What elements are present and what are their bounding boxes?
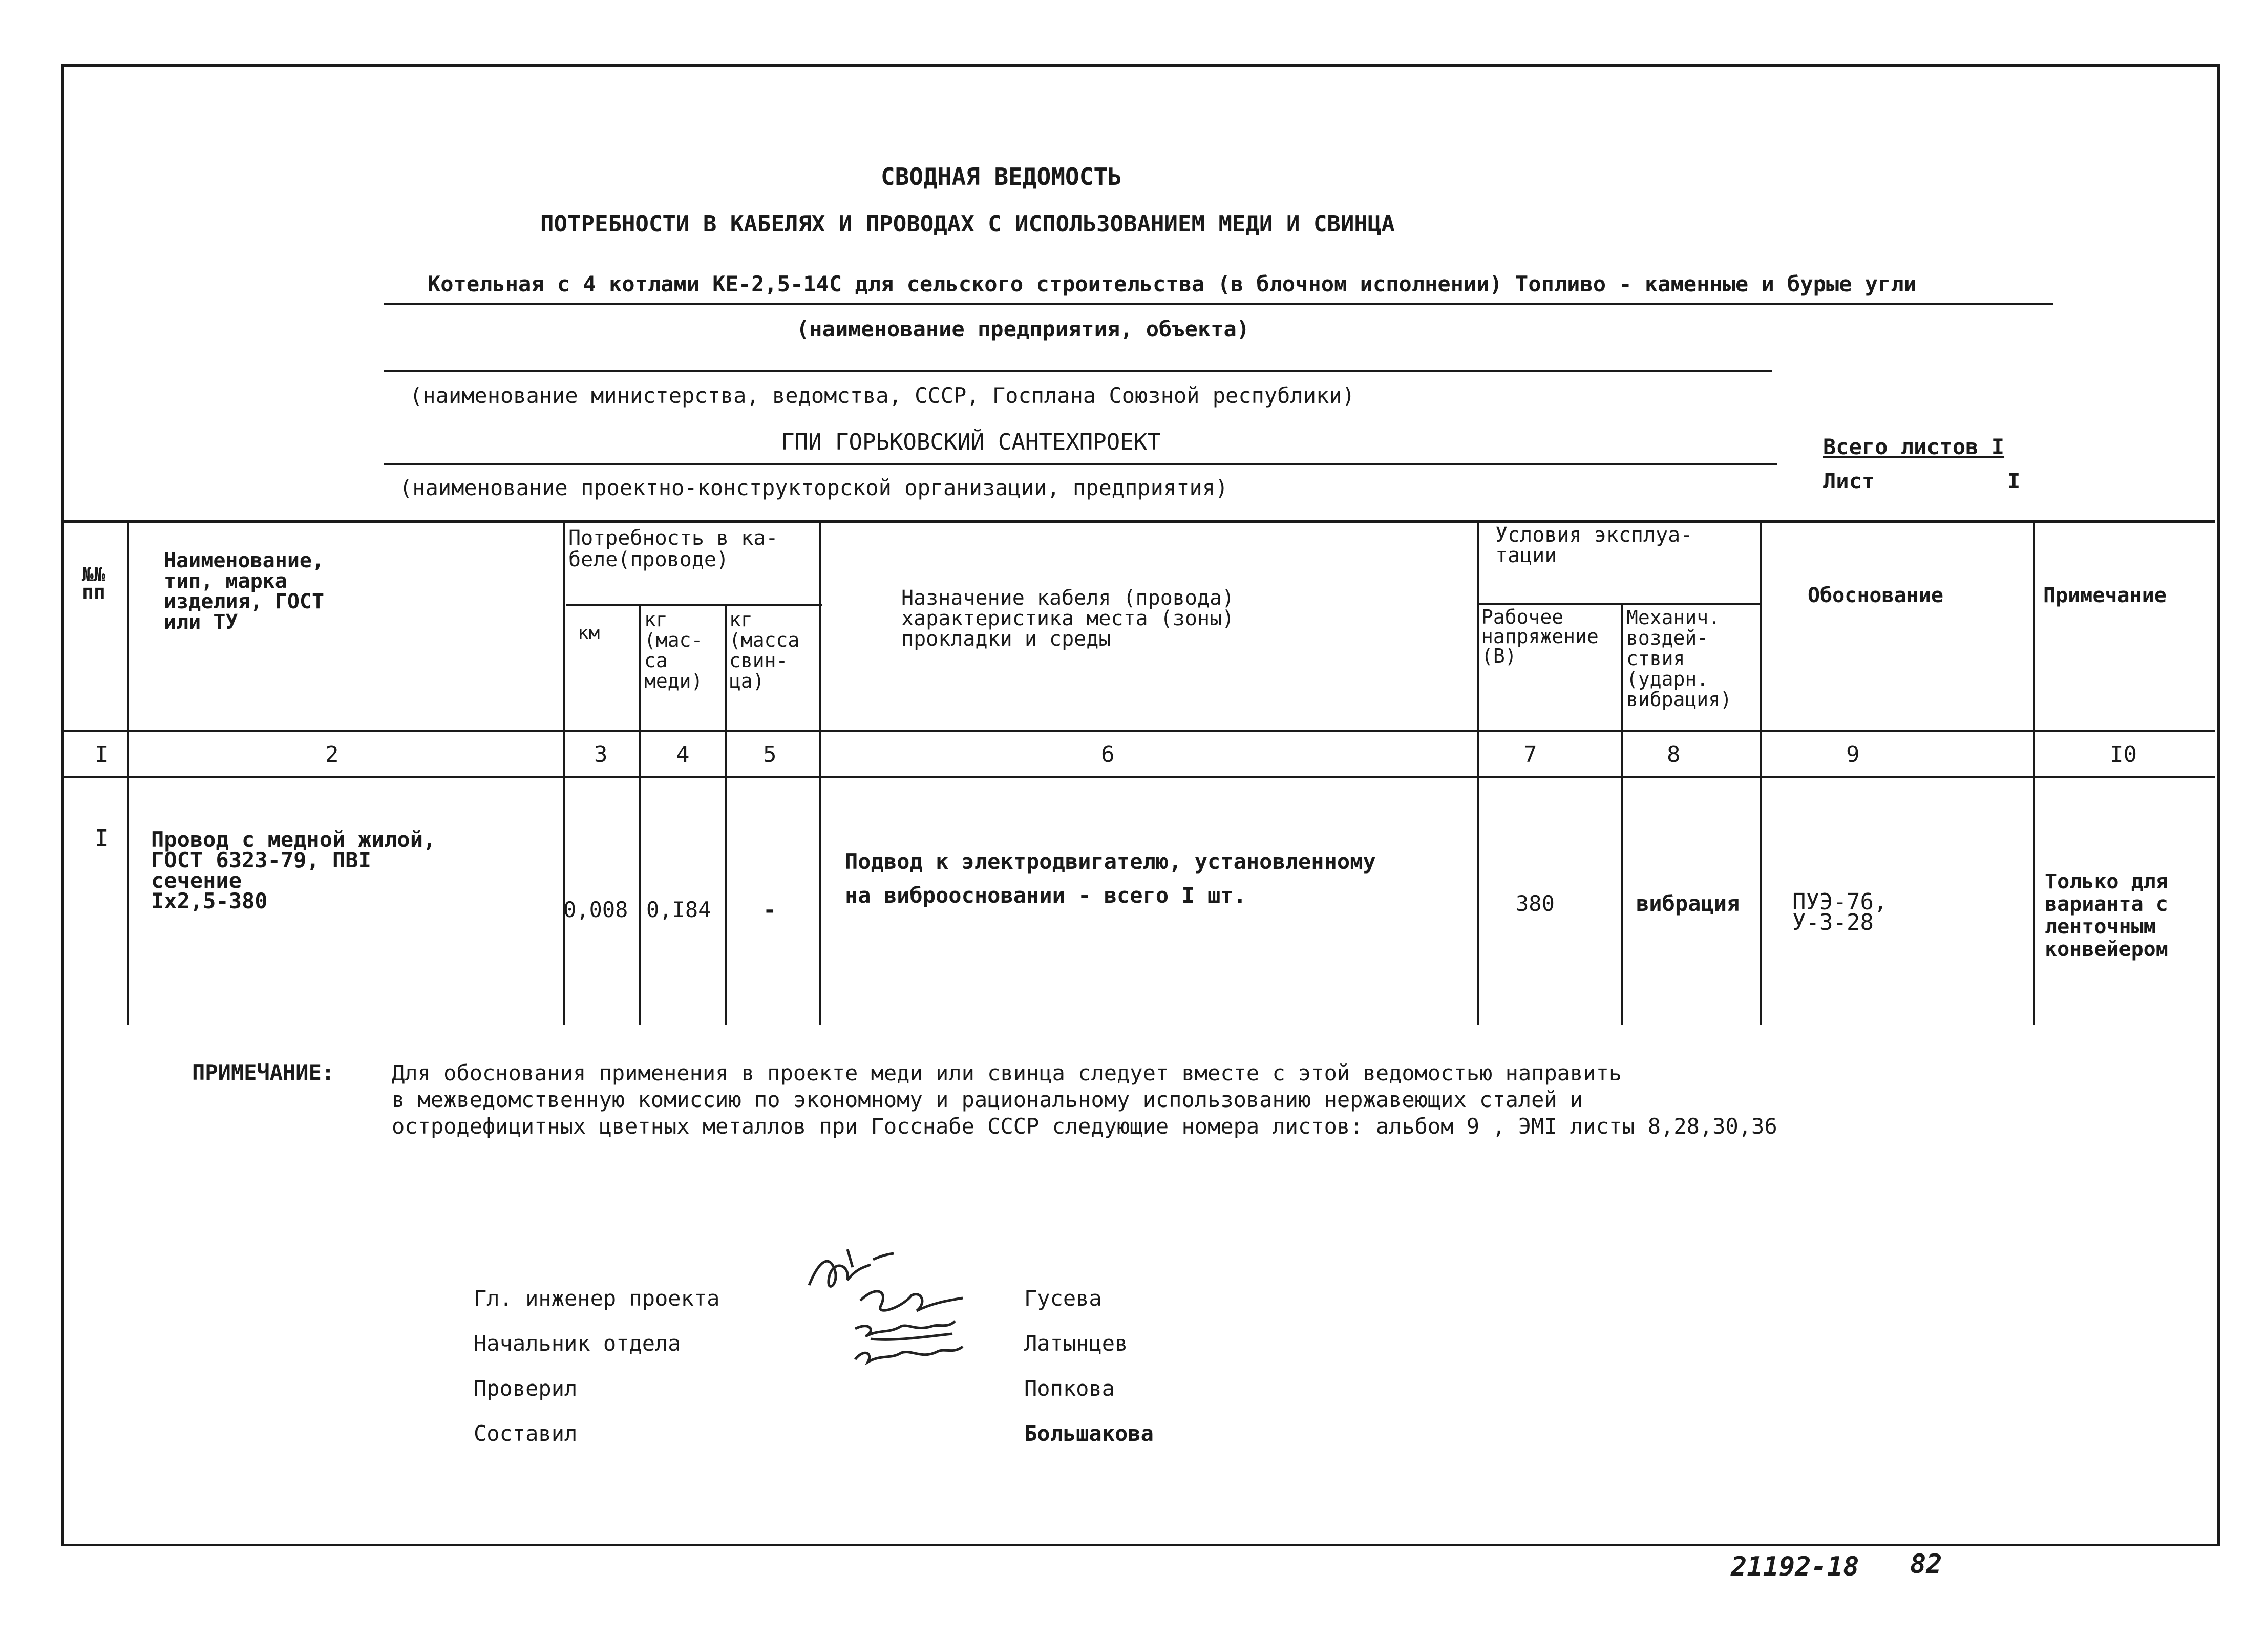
page-number: 82 [1910, 1549, 1942, 1580]
header-purpose: Назначение кабеля (провода) характеристика места (зоны) прокладки и среды [901, 586, 1235, 651]
ministry-caption: (наименование министерства, ведомства, СССР, Госплана Союзной республики) [410, 383, 1355, 408]
object-caption: (наименование предприятия, объекта) [796, 316, 1250, 342]
col-divider [127, 520, 129, 1025]
col-divider [2033, 520, 2035, 1025]
ministry-underline [384, 370, 1772, 372]
col-divider [1621, 603, 1623, 1025]
header-kg-lead: кг (масса свин- ца) [729, 608, 800, 692]
table-top-line [64, 520, 2215, 523]
row-mech: вибрация [1636, 891, 1740, 916]
org-caption: (наименование проектно-конструкторской организации, предприятия) [399, 475, 1228, 500]
numbers-bottom-line [64, 776, 2215, 778]
col-number: 8 [1667, 741, 1681, 768]
col-number: 7 [1523, 741, 1537, 768]
col-number: I [95, 741, 109, 768]
row-purpose: Подвод к электродвигателю, установленному на виброосновании - всего I шт. [845, 849, 1376, 908]
header-kg-copper: кг (мас- са меди) [644, 608, 703, 692]
note-label: ПРИМЕЧАНИЕ: [192, 1060, 335, 1085]
row-kg-copper: 0,I84 [646, 897, 711, 922]
title-line2: ПОТРЕБНОСТИ В КАБЕЛЯХ И ПРОВОДАХ С ИСПОЛЬЗОВАНИЕМ МЕДИ И СВИНЦА [540, 211, 1395, 237]
header-bottom-line [64, 730, 2215, 732]
col-divider [725, 604, 727, 1025]
col-divider [1760, 520, 1762, 1025]
header-voltage: Рабочее напряжение (В) [1481, 606, 1599, 667]
sheet-number: I [2007, 469, 2021, 494]
signature-name: Большакова [1024, 1421, 1154, 1446]
row-km: 0,008 [563, 897, 628, 922]
signature-role: Начальник отдела [474, 1331, 681, 1356]
doc-code: 21192-18 [1731, 1551, 1859, 1582]
object-name: Котельная с 4 котлами КЕ-2,5-14С для сельского строительства (в блочном исполнении) Топливо - каменные и бурые угли [428, 271, 1917, 296]
row-note: Только для варианта с ленточным конвейером [2045, 870, 2168, 961]
col-divider [639, 604, 641, 1025]
signature-name: Попкова [1024, 1376, 1115, 1401]
header-conditions: Условия эксплуа- тации [1495, 523, 1693, 567]
col-number: 5 [763, 741, 777, 768]
col-divider [819, 520, 821, 1025]
need-subheader-line [566, 604, 822, 606]
header-num: №№ пп [82, 563, 105, 603]
signature-roles [474, 1265, 719, 1467]
col-number: I0 [2110, 741, 2137, 768]
title-line1: СВОДНАЯ ВЕДОМОСТЬ [881, 163, 1122, 190]
signature-role: Проверил [474, 1376, 578, 1401]
conditions-subheader-line [1477, 603, 1762, 605]
handwritten-signatures [799, 1239, 993, 1372]
signature-name: Латынцев [1024, 1331, 1128, 1356]
header-mech: Механич. воздей- ствия (ударн. вибрация) [1626, 606, 1732, 711]
col-divider [1477, 520, 1479, 1025]
signature-names [1024, 1265, 1154, 1467]
object-underline [384, 303, 2053, 305]
org-name: ГПИ ГОРЬКОВСКИЙ САНТЕХПРОЕКТ [781, 429, 1161, 455]
header-need: Потребность в ка- беле(проводе) [568, 526, 778, 571]
note-text: Для обоснования применения в проекте меди или свинца следует вместе с этой ведомостью направить в межведомственную комиссию по экономному и рациональному использованию нержавеющих сталей и остродефицитных цветных металлов при Госснабе СССР следующие номера листов: альбом 9 , ЭМI листы 8,28,30,36 [392, 1060, 1777, 1139]
total-sheets: Всего листов I [1823, 434, 2005, 459]
signature-role: Составил [474, 1421, 578, 1446]
col-number: 2 [325, 741, 339, 768]
col-number: 3 [594, 741, 608, 768]
row-voltage: 380 [1516, 891, 1555, 916]
header-note: Примечание [2043, 584, 2167, 607]
header-km: км [578, 623, 600, 644]
row-kg-lead: - [763, 897, 777, 923]
col-number: 9 [1846, 741, 1860, 768]
col-number: 4 [676, 741, 690, 768]
signature-name: Гусева [1024, 1286, 1102, 1311]
row-num: I [95, 825, 109, 852]
signature-role: Гл. инженер проекта [474, 1286, 720, 1311]
header-basis: Обоснование [1808, 584, 1943, 607]
sheet-label: Лист [1823, 469, 1875, 494]
row-name: Провод с медной жилой, ГОСТ 6323-79, ПВI сечение Iх2,5-380 [151, 827, 436, 913]
col-divider [563, 520, 565, 1025]
header-name: Наименование, тип, марка изделия, ГОСТ или ТУ [164, 549, 325, 634]
row-basis: ПУЭ-76, У-3-28 [1792, 889, 1888, 935]
org-underline [384, 463, 1777, 465]
col-number: 6 [1101, 741, 1115, 768]
